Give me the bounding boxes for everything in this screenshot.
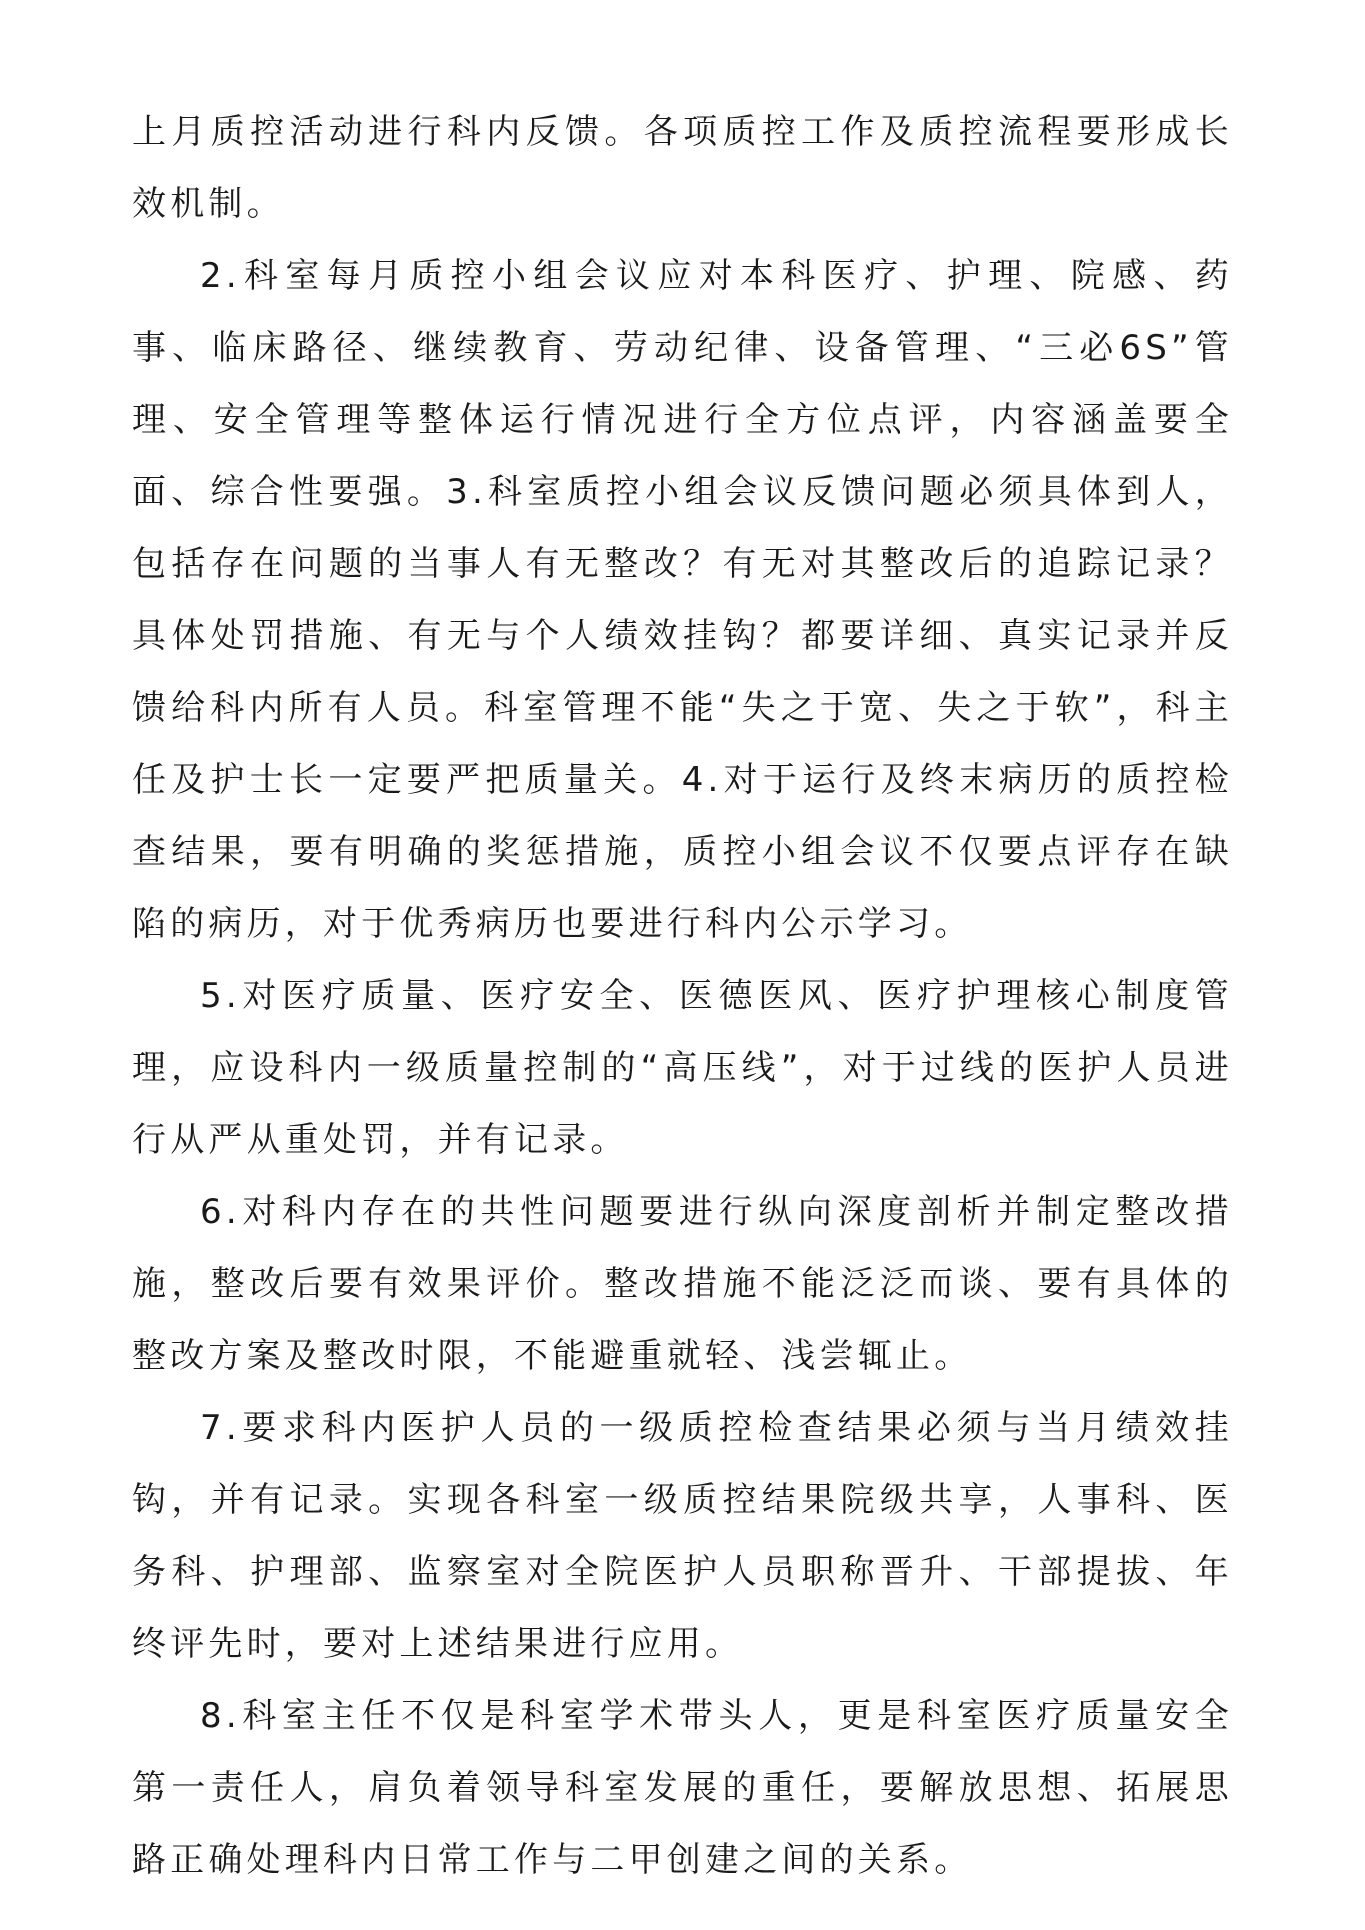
paragraph-3: 5.对医疗质量、医疗安全、医德医风、医疗护理核心制度管理，应设科内一级质量控制的“高压线”，对于过线的医护人员进行从严从重处罚，并有记录。 [132, 976, 1233, 1160]
paragraph-6: 8.科室主任不仅是科室学术带头人，更是科室医疗质量安全第一责任人，肩负着领导科室发展的重任，要解放思想、拓展思路正确处理科内日常工作与二甲创建之间的关系。 [132, 1696, 1233, 1880]
paragraph-5: 7.要求科内医护人员的一级质控检查结果必须与当月绩效挂钩，并有记录。实现各科室一级质控结果院级共享，人事科、医务科、护理部、监察室对全院医护人员职称晋升、干部提拔、年终评先时，要对上述结果进行应用。 [132, 1408, 1233, 1664]
document-body [132, 96, 1233, 1896]
paragraph-1: 上月质控活动进行科内反馈。各项质控工作及质控流程要形成长效机制。 [132, 112, 1233, 224]
paragraph-4: 6.对科内存在的共性问题要进行纵向深度剖析并制定整改措施，整改后要有效果评价。整改措施不能泛泛而谈、要有具体的整改方案及整改时限，不能避重就轻、浅尝辄止。 [132, 1192, 1233, 1376]
paragraph-2: 2.科室每月质控小组会议应对本科医疗、护理、院感、药事、临床路径、继续教育、劳动纪律、设备管理、“三必6S”管理、安全管理等整体运行情况进行全方位点评，内容涵盖要全面、综合性要强。3.科室质控小组会议反馈问题必须具体到人，包括存在问题的当事人有无整改？有无对其整改后的追踪记录？具体处罚措施、有无与个人绩效挂钩？都要详细、真实记录并反馈给科内所有人员。科室管理不能“失之于宽、失之于软”，科主任及护士长一定要严把质量关。4.对于运行及终末病历的质控检查结果，要有明确的奖惩措施，质控小组会议不仅要点评存在缺陷的病历，对于优秀病历也要进行科内公示学习。 [132, 256, 1233, 944]
